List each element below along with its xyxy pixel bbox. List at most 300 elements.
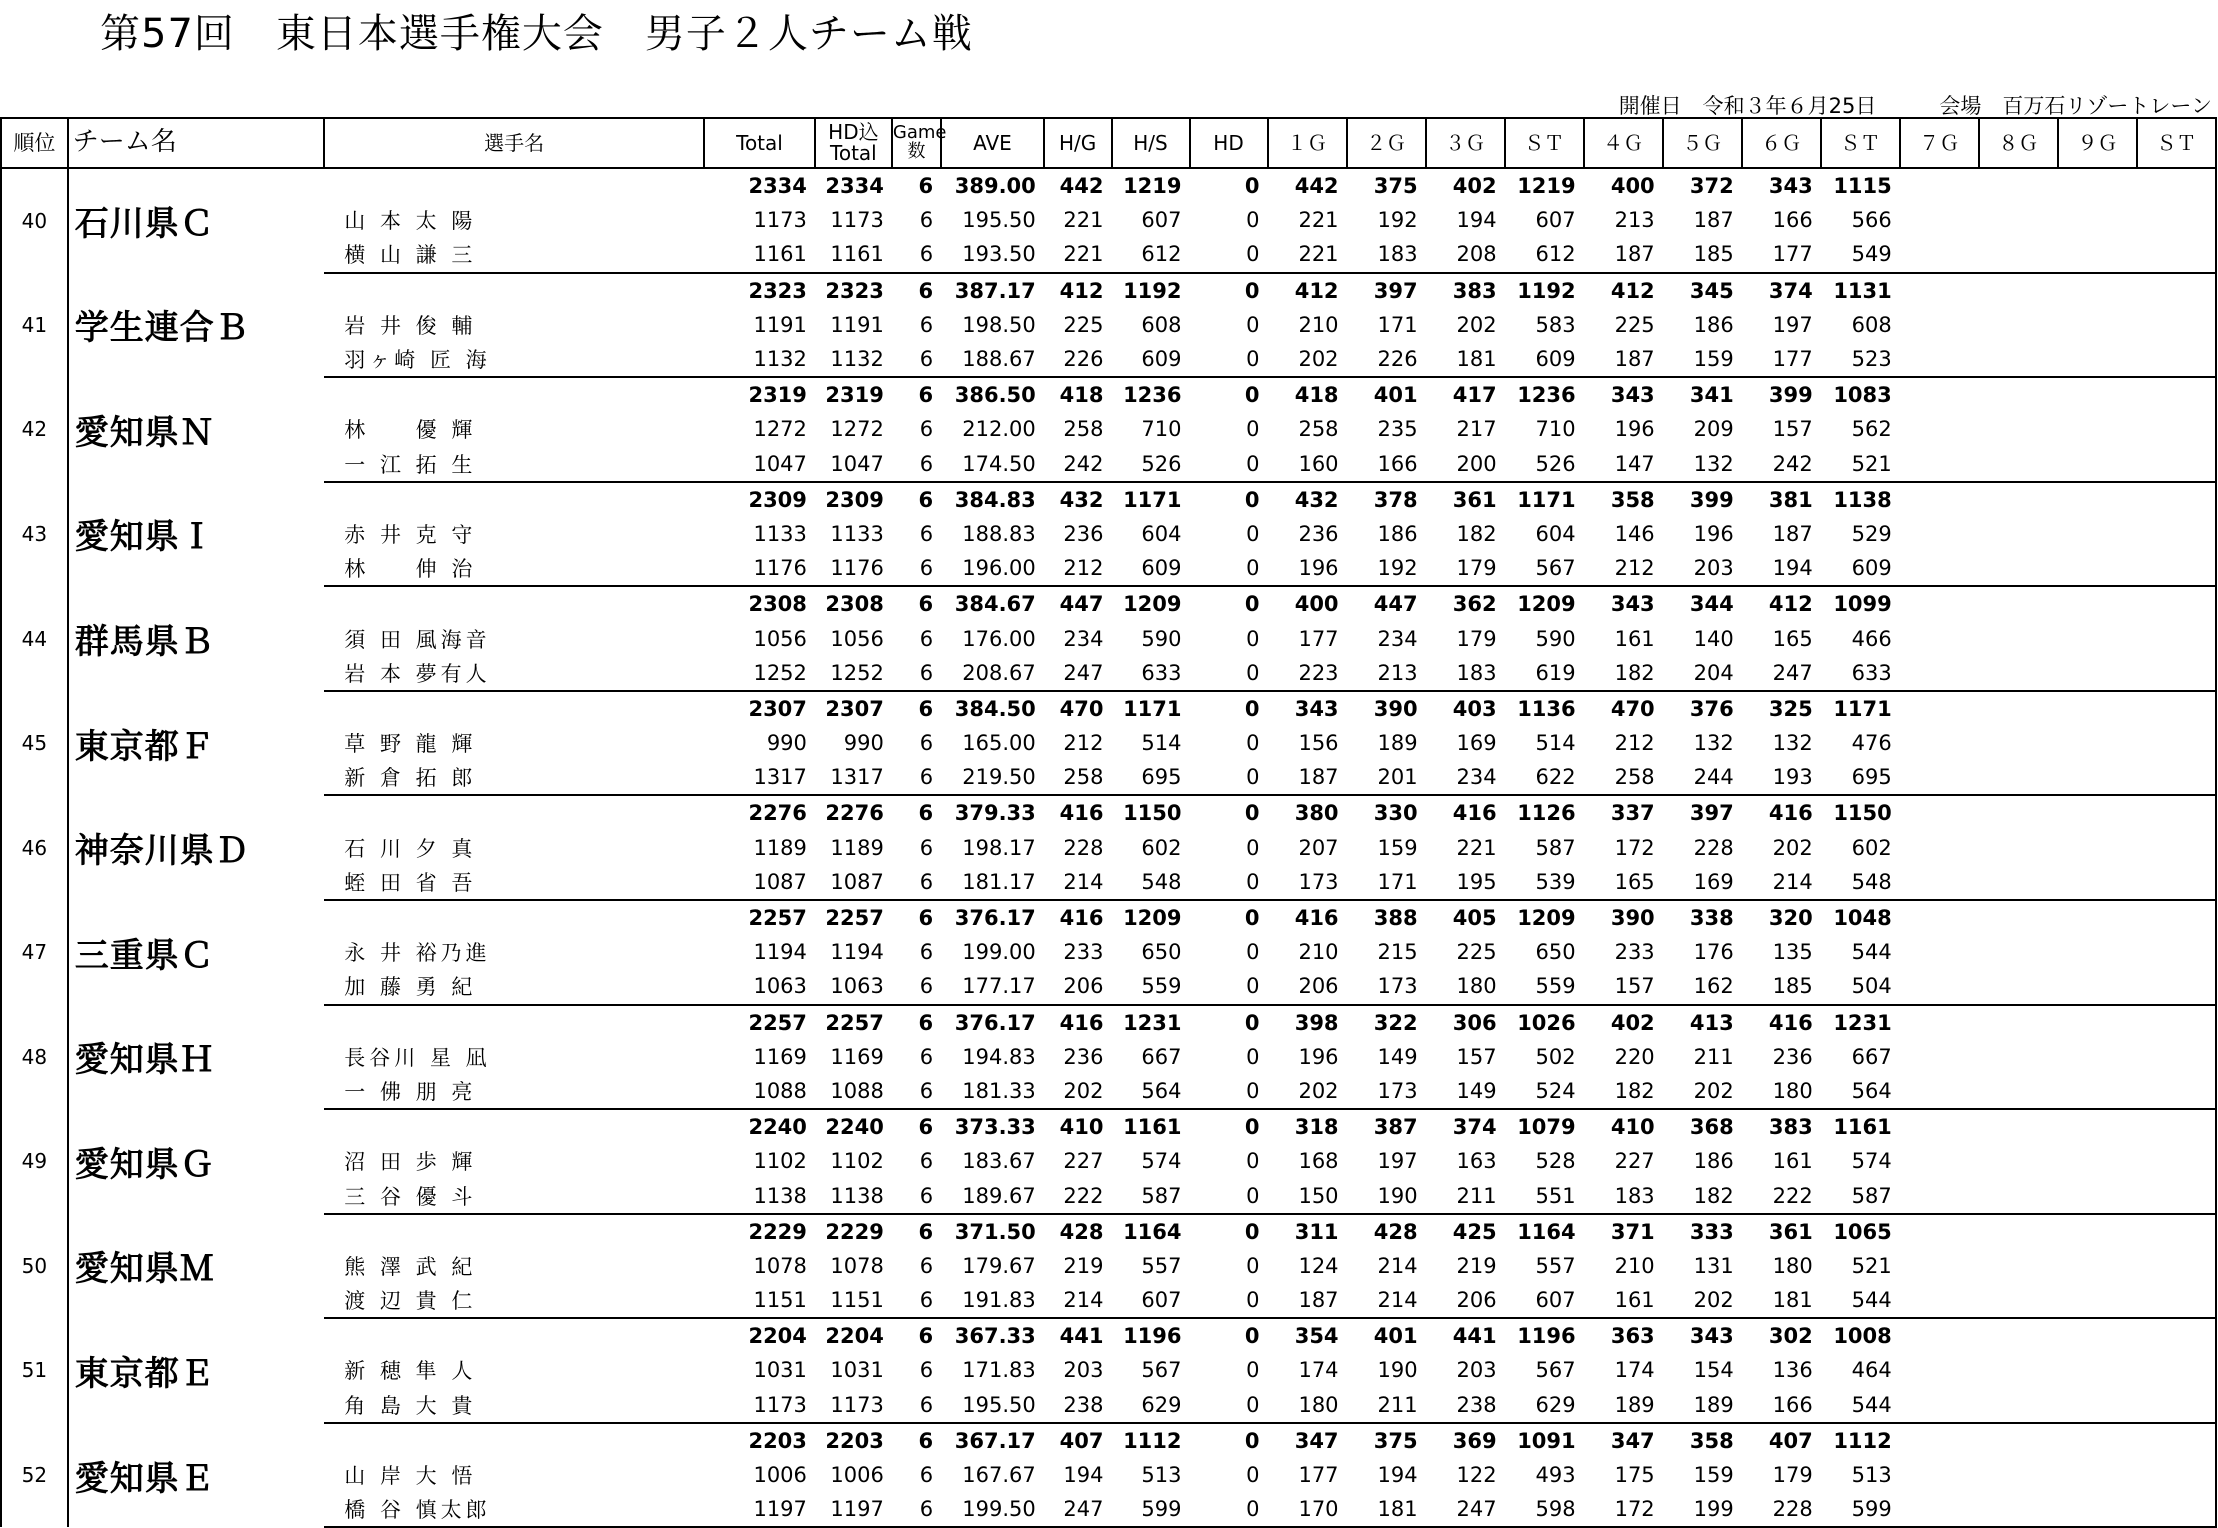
empty-cell (2137, 1423, 2216, 1458)
player-value: 695 (1821, 760, 1900, 795)
rank-cell: 41 (1, 273, 68, 378)
player-value: 233 (1063, 940, 1104, 965)
player-value: 464 (1851, 1358, 1892, 1383)
player-value: 0 (1190, 1178, 1268, 1213)
empty-cell (1979, 1249, 2058, 1283)
empty-cell (2137, 795, 2216, 830)
team-value: 1126 (1517, 801, 1576, 826)
empty-cell (2137, 586, 2216, 621)
player-value: 165 (1772, 626, 1813, 651)
player-value: 159 (1693, 1463, 1734, 1488)
team-value: 442 (1059, 174, 1104, 199)
empty-cell (2137, 1040, 2216, 1074)
player-row (1, 935, 2216, 969)
player-value: 0 (1246, 312, 1260, 337)
team-value: 343 (1294, 696, 1339, 721)
empty-cell (1979, 203, 2058, 237)
player-value: 1272 (753, 417, 807, 442)
player-row (1, 1492, 2216, 1527)
empty-cell (2058, 447, 2137, 482)
player-value: 194 (1063, 1463, 1104, 1488)
team-value: 390 (1610, 906, 1655, 931)
header-team: チーム名 (68, 118, 325, 168)
team-value: 325 (1768, 696, 1813, 721)
player-value: 258 (1044, 760, 1112, 795)
empty-cell (2058, 517, 2137, 551)
player-value: 180 (1772, 1253, 1813, 1278)
player-value: 6 (892, 1492, 941, 1527)
player-value: 258 (1298, 417, 1339, 442)
player-value: 234 (1063, 626, 1104, 651)
player-name: 山 岸 大 悟 (344, 1464, 477, 1489)
team-value: 2307 (748, 696, 807, 721)
empty-cell (2137, 1074, 2216, 1109)
player-value: 521 (1851, 1253, 1892, 1278)
team-value: 1192 (1517, 278, 1576, 303)
empty-cell (2137, 1458, 2216, 1492)
player-blank (324, 691, 704, 726)
player-value: 206 (1044, 969, 1112, 1004)
empty-cell (2058, 308, 2137, 342)
player-value: 1173 (704, 1388, 815, 1423)
empty-cell (1979, 935, 2058, 969)
team-value: 379.33 (954, 801, 1036, 826)
player-value: 504 (1821, 969, 1900, 1004)
header-g2: ２Ｇ (1347, 118, 1426, 168)
player-value: 201 (1347, 760, 1426, 795)
empty-cell (1900, 447, 1979, 482)
team-value: 2276 (825, 801, 884, 826)
player-value: 1087 (704, 865, 815, 900)
team-value: 343 (1610, 592, 1655, 617)
player-value: 1056 (830, 626, 884, 651)
player-value: 228 (1693, 835, 1734, 860)
empty-cell (1979, 551, 2058, 586)
team-value: 2276 (748, 801, 807, 826)
player-row (1, 1353, 2216, 1387)
empty-cell (1979, 691, 2058, 726)
player-value: 170 (1268, 1492, 1347, 1527)
header-game: Game 数 (892, 118, 941, 168)
team-value: 6 (918, 801, 934, 826)
player-value: 6 (892, 1283, 941, 1318)
team-value: 2229 (748, 1219, 807, 1244)
team-value: 1171 (1517, 487, 1576, 512)
player-value: 1169 (753, 1044, 807, 1069)
player-name: 長谷川 星 凪 (344, 1045, 491, 1070)
player-value: 247 (1044, 656, 1112, 691)
player-value: 247 (1742, 656, 1821, 691)
player-value: 587 (1112, 1178, 1190, 1213)
empty-cell (2058, 1040, 2137, 1074)
player-value: 238 (1044, 1388, 1112, 1423)
team-value: 2307 (825, 696, 884, 721)
player-value: 211 (1347, 1388, 1426, 1423)
player-value: 173 (1347, 1074, 1426, 1109)
player-value: 1132 (704, 342, 815, 377)
player-value: 539 (1505, 865, 1584, 900)
player-value: 0 (1246, 1463, 1260, 1488)
player-value: 182 (1456, 521, 1497, 546)
player-value: 1161 (815, 237, 892, 272)
team-value: 402 (1610, 1010, 1655, 1035)
player-name: 一 佛 朋 亮 (324, 1074, 704, 1109)
player-value: 1197 (815, 1492, 892, 1527)
team-value: 0 (1244, 1324, 1260, 1349)
header-hg: H/G (1044, 118, 1112, 168)
player-value: 221 (1456, 835, 1497, 860)
empty-cell (1900, 1109, 1979, 1144)
player-value: 182 (1584, 1074, 1663, 1109)
player-value: 221 (1044, 237, 1112, 272)
player-row (1, 308, 2216, 342)
player-row (1, 447, 2216, 482)
empty-cell (2058, 273, 2137, 308)
team-value: 390 (1373, 696, 1418, 721)
team-value: 2204 (825, 1324, 884, 1349)
team-value: 386.50 (954, 383, 1036, 408)
team-value: 1192 (1123, 278, 1182, 303)
player-value: 6 (919, 940, 934, 965)
header-player: 選手名 (324, 118, 704, 168)
header-g4: ４Ｇ (1584, 118, 1663, 168)
team-value: 358 (1689, 1428, 1734, 1453)
player-value: 122 (1456, 1463, 1497, 1488)
header-g9: ９Ｇ (2058, 118, 2137, 168)
team-value: 413 (1689, 1010, 1734, 1035)
team-value: 306 (1452, 1010, 1497, 1035)
player-value: 1173 (830, 208, 884, 233)
team-name: 群馬県Ｂ (74, 622, 215, 663)
empty-cell (1979, 1283, 2058, 1318)
player-value: 590 (1535, 626, 1576, 651)
player-value: 0 (1190, 865, 1268, 900)
player-value: 526 (1112, 447, 1190, 482)
player-value: 187 (1584, 342, 1663, 377)
player-value: 202 (1772, 835, 1813, 860)
player-value: 177 (1298, 1463, 1339, 1488)
player-value: 238 (1426, 1388, 1505, 1423)
team-value: 384.50 (954, 696, 1036, 721)
player-value: 0 (1190, 656, 1268, 691)
team-value: 416 (1294, 906, 1339, 931)
empty-cell (1979, 969, 2058, 1004)
player-value: 181.33 (941, 1074, 1044, 1109)
team-value: 1209 (1517, 906, 1576, 931)
team-value: 6 (918, 487, 934, 512)
player-row (1, 551, 2216, 586)
empty-cell (2137, 1144, 2216, 1178)
team-value: 373.33 (954, 1115, 1036, 1140)
player-name: 沼 田 歩 輝 (344, 1150, 477, 1175)
team-value: 2334 (825, 174, 884, 199)
player-value: 187 (1772, 521, 1813, 546)
player-value: 1194 (830, 940, 884, 965)
rank-cell: 46 (1, 795, 68, 900)
player-row (1, 517, 2216, 551)
player-value: 175 (1614, 1463, 1655, 1488)
team-value: 418 (1294, 383, 1339, 408)
empty-cell (1979, 1144, 2058, 1178)
player-blank (324, 377, 704, 412)
player-value: 602 (1851, 835, 1892, 860)
player-name: 一 江 拓 生 (324, 447, 704, 482)
team-value: 397 (1689, 801, 1734, 826)
team-value: 1150 (1123, 801, 1182, 826)
player-value: 214 (1044, 865, 1112, 900)
player-value: 196 (1298, 1044, 1339, 1069)
player-value: 242 (1742, 447, 1821, 482)
empty-cell (2137, 1388, 2216, 1423)
player-value: 622 (1505, 760, 1584, 795)
player-value: 161 (1584, 1283, 1663, 1318)
team-value: 362 (1452, 592, 1497, 617)
player-value: 207 (1298, 835, 1339, 860)
team-value: 2203 (825, 1428, 884, 1453)
player-value: 189.67 (941, 1178, 1044, 1213)
player-value: 6 (919, 731, 934, 756)
player-value: 235 (1377, 417, 1418, 442)
player-value: 167.67 (962, 1463, 1036, 1488)
empty-cell (2058, 1144, 2137, 1178)
player-value: 211 (1426, 1178, 1505, 1213)
team-value: 2203 (748, 1428, 807, 1453)
empty-cell (2137, 1249, 2216, 1283)
team-total-row (1, 1423, 2216, 1458)
player-value: 189 (1377, 731, 1418, 756)
team-total-row (1, 586, 2216, 621)
player-value: 212 (1614, 731, 1655, 756)
team-value: 401 (1373, 383, 1418, 408)
empty-cell (1900, 412, 1979, 446)
player-name: 岩 本 夢有人 (324, 656, 704, 691)
team-value: 1150 (1833, 801, 1892, 826)
player-value: 629 (1505, 1388, 1584, 1423)
player-value: 190 (1347, 1178, 1426, 1213)
player-value: 521 (1821, 447, 1900, 482)
player-value: 202 (1456, 312, 1497, 337)
player-row (1, 726, 2216, 760)
player-value: 189 (1663, 1388, 1742, 1423)
empty-cell (2058, 621, 2137, 655)
document-title: 第57回 東日本選手権大会 男子２人チーム戦 (100, 11, 973, 57)
empty-cell (1979, 517, 2058, 551)
player-value: 633 (1112, 656, 1190, 691)
player-value: 1102 (830, 1149, 884, 1174)
player-value: 607 (1112, 1283, 1190, 1318)
empty-cell (1900, 1178, 1979, 1213)
player-value: 161 (1772, 1149, 1813, 1174)
empty-cell (2058, 377, 2137, 412)
player-value: 166 (1742, 1388, 1821, 1423)
empty-cell (2137, 1492, 2216, 1527)
empty-cell (2058, 1249, 2137, 1283)
rank-cell: 44 (1, 586, 68, 691)
player-value: 193 (1742, 760, 1821, 795)
player-value: 1173 (815, 1388, 892, 1423)
player-value: 604 (1141, 521, 1182, 546)
empty-cell (1979, 1005, 2058, 1040)
player-value: 562 (1851, 417, 1892, 442)
empty-cell (1900, 308, 1979, 342)
empty-cell (2137, 691, 2216, 726)
team-value: 1161 (1123, 1115, 1182, 1140)
player-value: 188.67 (941, 342, 1044, 377)
player-row (1, 1178, 2216, 1213)
player-value: 990 (766, 731, 807, 756)
team-value: 1196 (1517, 1324, 1576, 1349)
player-value: 6 (919, 1463, 934, 1488)
team-value: 0 (1244, 592, 1260, 617)
team-value: 1164 (1123, 1219, 1182, 1244)
team-value: 1171 (1123, 696, 1182, 721)
team-value: 470 (1059, 696, 1104, 721)
team-total-row (1, 482, 2216, 517)
empty-cell (2137, 1005, 2216, 1040)
player-value: 6 (892, 237, 941, 272)
empty-cell (2058, 1178, 2137, 1213)
player-value: 559 (1505, 969, 1584, 1004)
player-value: 0 (1246, 626, 1260, 651)
player-value: 212 (1063, 731, 1104, 756)
team-name: 三重県Ｃ (74, 935, 215, 976)
player-value: 192 (1347, 551, 1426, 586)
player-value: 524 (1505, 1074, 1584, 1109)
team-value: 1231 (1833, 1010, 1892, 1035)
player-value: 710 (1141, 417, 1182, 442)
player-value: 1272 (830, 417, 884, 442)
player-value: 6 (919, 521, 934, 546)
player-name: 林 優 輝 (344, 418, 477, 443)
player-blank (324, 482, 704, 517)
header-g6: ６Ｇ (1742, 118, 1821, 168)
team-value: 2204 (748, 1324, 807, 1349)
player-value: 0 (1246, 940, 1260, 965)
player-value: 202 (1044, 1074, 1112, 1109)
player-value: 559 (1112, 969, 1190, 1004)
team-value: 361 (1452, 487, 1497, 512)
player-value: 149 (1426, 1074, 1505, 1109)
team-total-row (1, 168, 2216, 203)
event-info: 開催日 令和３年６月25日 会場 百万石リゾートレーン (1618, 94, 2212, 118)
rank-cell: 51 (1, 1318, 68, 1423)
player-value: 549 (1821, 237, 1900, 272)
empty-cell (1900, 1318, 1979, 1353)
empty-cell (1900, 1005, 1979, 1040)
rank-cell: 47 (1, 900, 68, 1005)
team-value: 0 (1244, 174, 1260, 199)
player-value: 160 (1268, 447, 1347, 482)
player-row (1, 1040, 2216, 1074)
team-name: 愛知県Ｍ (74, 1249, 215, 1290)
empty-cell (1979, 482, 2058, 517)
player-value: 567 (1505, 551, 1584, 586)
player-value: 6 (919, 208, 934, 233)
player-value: 1088 (704, 1074, 815, 1109)
player-value: 192 (1377, 208, 1418, 233)
player-value: 217 (1456, 417, 1497, 442)
player-value: 6 (919, 312, 934, 337)
empty-cell (2058, 656, 2137, 691)
player-row (1, 1283, 2216, 1318)
empty-cell (1900, 656, 1979, 691)
team-total-row (1, 1109, 2216, 1144)
player-value: 557 (1141, 1253, 1182, 1278)
empty-cell (1900, 517, 1979, 551)
player-value: 234 (1377, 626, 1418, 651)
empty-cell (2137, 935, 2216, 969)
player-value: 162 (1663, 969, 1742, 1004)
empty-cell (1900, 691, 1979, 726)
team-value: 376.17 (954, 1010, 1036, 1035)
team-value: 372 (1689, 174, 1734, 199)
team-value: 0 (1244, 801, 1260, 826)
team-value: 1236 (1123, 383, 1182, 408)
team-value: 375 (1373, 1428, 1418, 1453)
player-value: 220 (1614, 1044, 1655, 1069)
team-value: 344 (1689, 592, 1734, 617)
team-value: 361 (1768, 1219, 1813, 1244)
player-value: 629 (1112, 1388, 1190, 1423)
team-name: 神奈川県Ｄ (74, 831, 250, 872)
player-blank (324, 1318, 704, 1353)
player-value: 195.50 (962, 208, 1036, 233)
team-value: 412 (1294, 278, 1339, 303)
player-value: 198.17 (962, 835, 1036, 860)
player-value: 179.67 (962, 1253, 1036, 1278)
player-row (1, 412, 2216, 446)
team-value: 1171 (1833, 696, 1892, 721)
empty-cell (2137, 168, 2216, 203)
team-value: 345 (1689, 278, 1734, 303)
player-row (1, 203, 2216, 237)
player-row (1, 760, 2216, 795)
team-value: 0 (1244, 1010, 1260, 1035)
empty-cell (1979, 447, 2058, 482)
player-value: 227 (1614, 1149, 1655, 1174)
player-value: 607 (1141, 208, 1182, 233)
team-value: 442 (1294, 174, 1339, 199)
empty-cell (1979, 237, 2058, 272)
team-value: 410 (1059, 1115, 1104, 1140)
empty-cell (1900, 795, 1979, 830)
player-name: 林 伸 治 (324, 551, 704, 586)
player-value: 219 (1063, 1253, 1104, 1278)
team-value: 384.67 (954, 592, 1036, 617)
team-value: 376 (1689, 696, 1734, 721)
team-value: 1065 (1833, 1219, 1892, 1244)
team-value: 363 (1610, 1324, 1655, 1349)
player-value: 124 (1298, 1253, 1339, 1278)
player-value: 567 (1535, 1358, 1576, 1383)
empty-cell (1979, 760, 2058, 795)
player-value: 186 (1693, 312, 1734, 337)
player-value: 212 (1044, 551, 1112, 586)
empty-cell (2137, 342, 2216, 377)
player-value: 171 (1347, 865, 1426, 900)
player-value: 196 (1268, 551, 1347, 586)
player-value: 1138 (815, 1178, 892, 1213)
player-value: 1063 (815, 969, 892, 1004)
player-row (1, 865, 2216, 900)
team-name: 愛知県Ｉ (74, 517, 215, 558)
rank-cell: 50 (1, 1214, 68, 1319)
player-value: 187 (1584, 237, 1663, 272)
player-value: 197 (1377, 1149, 1418, 1174)
player-value: 171.83 (962, 1358, 1036, 1383)
player-name: 蛭 田 省 吾 (324, 865, 704, 900)
team-value: 412 (1059, 278, 1104, 303)
